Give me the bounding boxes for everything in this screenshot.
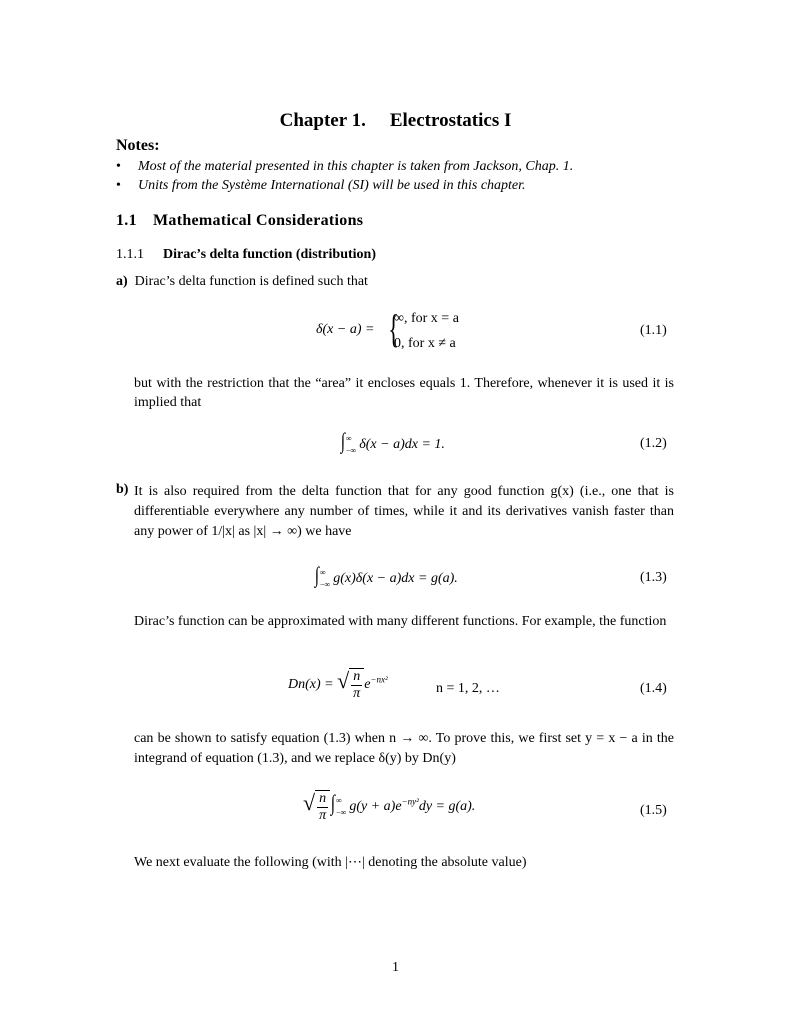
lower-limit: −∞ — [320, 579, 331, 589]
equation-1-5 — [303, 790, 475, 824]
notes-bullet: • Most of the material presented in this chapter is taken from Jackson, Chap. 1. — [116, 159, 574, 174]
notes-heading: Notes: — [116, 137, 160, 154]
paragraph-text: can be shown to satisfy equation (1.3) when n → ∞. To prove this, we first set y = x − a in the integrand of equation (1.3), and we replace δ(y) by Dn(y) — [134, 731, 674, 766]
subsection-title: Dirac’s delta function (distribution) — [163, 247, 376, 262]
denominator: π — [353, 686, 361, 701]
bullet-text: Most of the material presented in this chapter is taken from Jackson, Chap. 1. — [138, 159, 574, 174]
chapter-name: Electrostatics I — [389, 110, 512, 131]
subsection-number: 1.1.1 — [116, 247, 144, 262]
chapter-number: Chapter 1. — [279, 110, 366, 131]
paragraph-a — [116, 274, 368, 290]
integral-limits — [346, 433, 356, 457]
paragraph-text: It is also required from the delta function that for any good function g(x) (i.e., one that is differentiable everywhere any number of times, while it and its derivatives vanish faster than any power of 1/|x| as |x| → ∞) we have — [134, 484, 674, 539]
eq-exponent: −nx² — [370, 674, 388, 685]
notes-bullet: • Units from the Système International (SI) will be used in this chapter. — [116, 178, 526, 193]
eq-lhs: δ(x − a) = — [316, 322, 375, 337]
eq-expression: dy = g(a). — [418, 799, 476, 815]
bullet-text: Units from the Système International (SI) will be used in this chapter. — [138, 178, 526, 193]
upper-limit: ∞ — [320, 567, 326, 577]
equation-number: (1.5) — [640, 803, 667, 818]
eq-expression: g(x)δ(x − a)dx = g(a). — [333, 571, 458, 586]
part-label: a) — [116, 274, 128, 289]
section-heading — [116, 212, 363, 230]
eq-fraction — [349, 668, 364, 702]
equation-number: (1.4) — [640, 681, 667, 696]
paragraph-text: but with the restriction that the “area” it encloses equals 1. Therefore, whenever it is used it is implied that — [134, 376, 674, 410]
numerator: n — [319, 791, 327, 806]
brace-symbol: { — [388, 306, 399, 351]
sqrt-symbol: √ — [337, 668, 350, 694]
equation-1-2 — [340, 428, 445, 457]
section-title: Mathematical Considerations — [153, 212, 364, 229]
paragraph-text: Dirac’s delta function is defined such that — [134, 274, 368, 289]
eq-lhs: Dn(x) = — [288, 677, 334, 693]
eq-condition: n = 1, 2, … — [436, 681, 500, 696]
equation-number: (1.1) — [640, 323, 667, 338]
eq-case: 0, for x ≠ a — [394, 336, 456, 351]
eq-fraction — [315, 790, 330, 824]
equation-1-3 — [314, 562, 458, 591]
eq-exponent: −ny² — [401, 796, 419, 807]
numerator: n — [353, 669, 361, 684]
paragraph-text: Dirac’s function can be approximated with many different functions. For example, the function — [134, 614, 667, 629]
sqrt-symbol: √ — [303, 790, 316, 816]
upper-limit: ∞ — [346, 433, 352, 443]
eq-exponential: e — [364, 677, 371, 693]
integral-limits — [336, 795, 346, 819]
eq-expression: δ(x − a)dx = 1. — [359, 437, 445, 452]
integral-limits — [320, 567, 330, 591]
section-number: 1.1 — [116, 212, 137, 229]
lower-limit: −∞ — [336, 808, 347, 817]
equation-number: (1.3) — [640, 570, 667, 585]
subsection-heading — [116, 247, 376, 263]
equation-number: (1.2) — [640, 436, 667, 451]
paragraph-text: We next evaluate the following (with |⋯| denoting the absolute value) — [134, 855, 527, 870]
equation-1-4 — [288, 668, 388, 702]
integral-symbol: ∫ — [330, 790, 336, 816]
eq-expression: g(y + a)e — [349, 799, 402, 815]
part-label: b) — [116, 482, 129, 497]
integral-symbol: ∫ — [314, 562, 320, 587]
paragraph-b-label — [116, 482, 128, 498]
eq-case: ∞, for x = a — [394, 311, 459, 326]
upper-limit: ∞ — [336, 796, 342, 805]
page-number: 1 — [392, 960, 399, 975]
integral-symbol: ∫ — [340, 428, 346, 453]
chapter-title — [0, 110, 791, 132]
lower-limit: −∞ — [346, 445, 357, 455]
denominator: π — [319, 808, 327, 823]
